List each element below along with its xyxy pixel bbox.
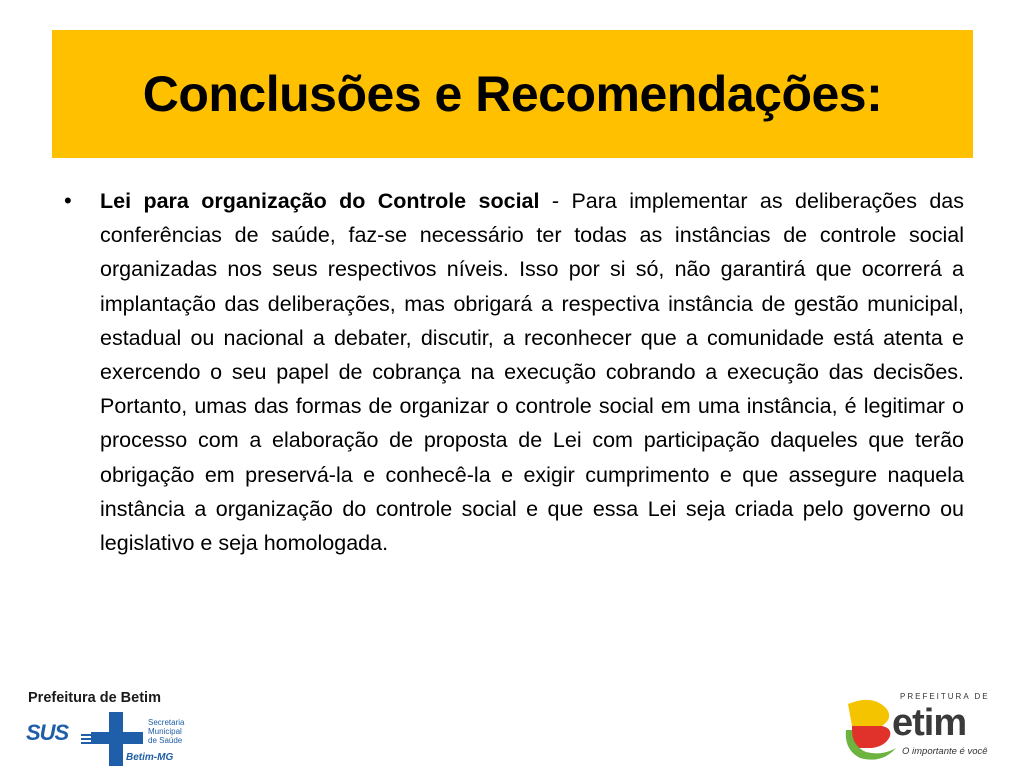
- title-bar: [52, 30, 973, 158]
- logo-secretaria-text: Secretaria Municipal de Saúde: [148, 718, 185, 745]
- bullet-dot-icon: •: [64, 188, 72, 213]
- bullet-item: [62, 184, 964, 560]
- logo-prefeitura-text: Prefeitura de Betim: [28, 690, 161, 706]
- logo-etim-word: etim: [892, 702, 967, 744]
- logo-prefeitura-de-text: PREFEITURA DE: [900, 692, 990, 701]
- bullet-body: - Para implementar as deliberações das conferências de saúde, faz-se necessário ter todas as instâncias de controle social organizadas nos seus respectivos níveis. Isso por si só, não garantirá que ocorrerá a implantação das deliberações, mas obrigará a respectiva instância de gestão municipal, estadual ou nacional a debater, discutir, a reconhecer que a comunidade está atenta e exercendo o seu papel de cobrança na execução cobrando a execução das decisões. Portanto, umas das formas de organizar o controle social em uma instância, é legitimar o processo com a elaboração de proposta de Lei com participação daqueles que terão obrigação em preservá-la e conhecê-la e exigir cumprimento e que assegure naquela instância a organização do controle social e que essa Lei seja criada pelo governo ou legislativo e seja homologada.: [100, 189, 964, 556]
- logo-betim-mg-text: Betim-MG: [126, 752, 174, 763]
- content-area: [62, 184, 964, 560]
- bullet-text: [100, 184, 964, 560]
- slide-title: Conclusões e Recomendações:: [142, 66, 883, 122]
- prefeitura-sus-logo: [26, 690, 196, 766]
- logo-tagline: O importante é você: [902, 746, 988, 757]
- bullet-bold-lead: Lei para organização do Controle social: [100, 189, 540, 213]
- prefeitura-betim-logo: [842, 688, 1012, 766]
- logo-sus-text: SUS: [26, 720, 69, 745]
